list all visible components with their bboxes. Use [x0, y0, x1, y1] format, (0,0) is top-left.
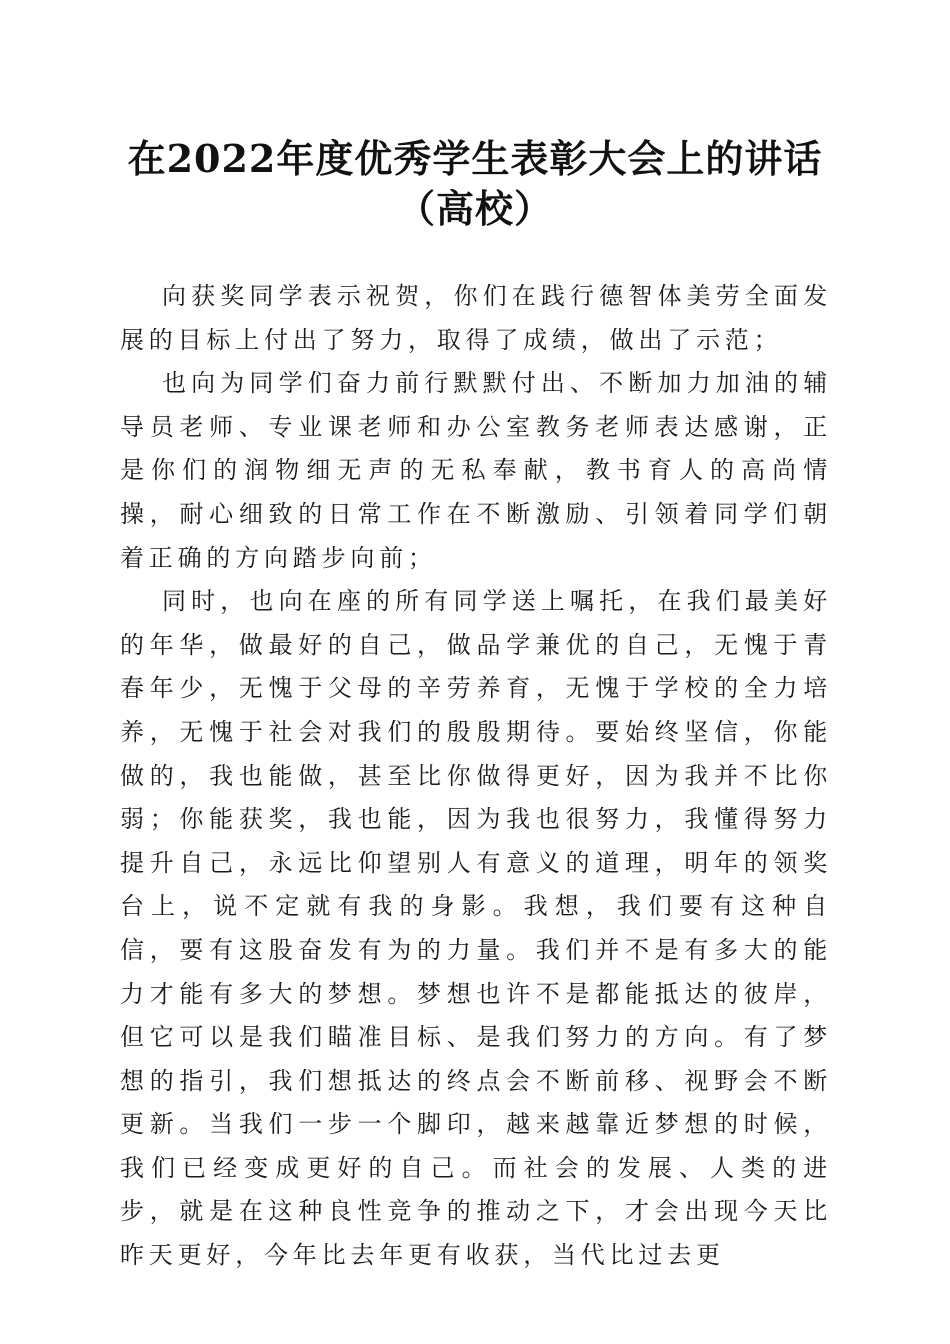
paragraph-congratulations: 向获奖同学表示祝贺，你们在践行德智体美劳全面发展的目标上付出了努力，取得了成绩，做出了示范；: [120, 282, 832, 354]
document-title: 在2022年度优秀学生表彰大会上的讲话（高校）: [127, 136, 823, 231]
paragraph-thanks: 也向为同学们奋力前行默默付出、不断加力加油的辅导员老师、专业课老师和办公室教务老师表达感谢，正是你们的润物细无声的无私奉献，教书育人的高尚情操，耐心细致的日常工作在不断激励、引领着同学们朝着正确的方向踏步向前；: [120, 369, 832, 572]
paragraph-exhortation: 同时，也向在座的所有同学送上嘱托，在我们最美好的年华，做最好的自己，做品学兼优的自己，无愧于青春年少，无愧于父母的辛劳养育，无愧于学校的全力培养，无愧于社会对我们的殷殷期待。要始终坚信，你能做的，我也能做，甚至比你做得更好，因为我并不比你弱；你能获奖，我也能，因为我也很努力，我懂得努力提升自己，永远比仰望别人有意义的道理，明年的领奖台上，说不定就有我的身影。我想，我们要有这种自信，要有这股奋发有为的力量。我们并不是有多大的能力才能有多大的梦想。梦想也许不是都能抵达的彼岸，但它可以是我们瞄准目标、是我们努力的方向。有了梦想的指引，我们想抵达的终点会不断前移、视野会不断更新。当我们一步一个脚印，越来越靠近梦想的时候，我们已经变成更好的自己。而社会的发展、人类的进步，就是在这种良性竞争的推动之下，才会出现今天比昨天更好，今年比去年更有收获，当代比过去更: [120, 587, 832, 1270]
document-body: [120, 275, 832, 1278]
